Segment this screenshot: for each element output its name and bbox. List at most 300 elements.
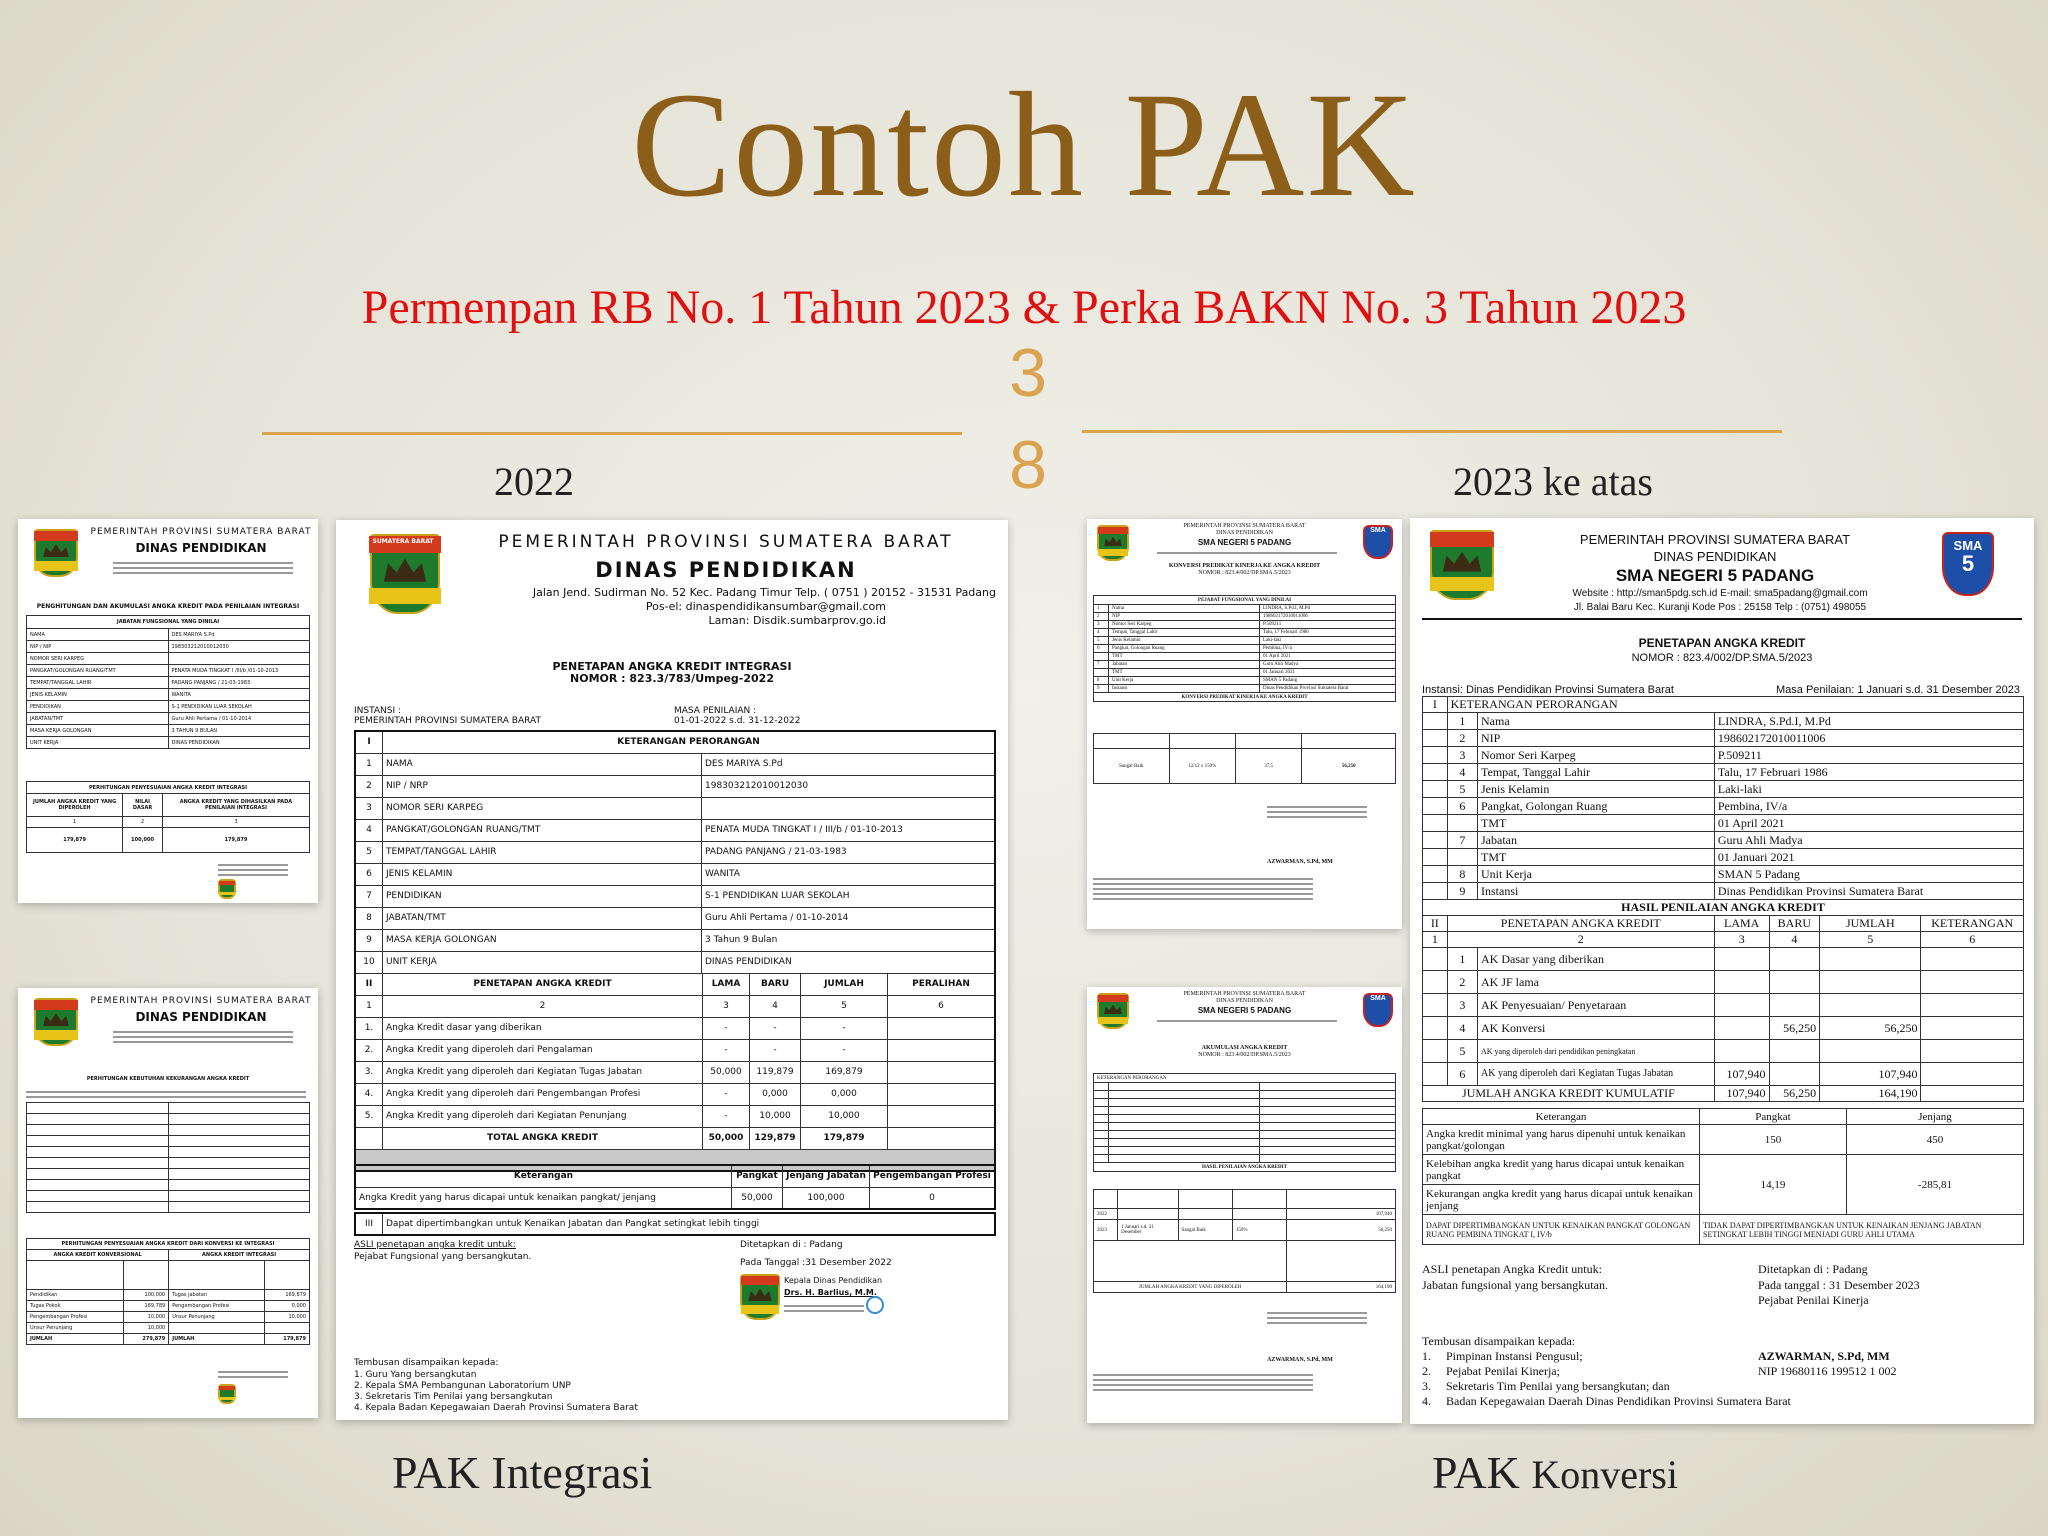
cell: Tugas jabatan [169, 1290, 265, 1301]
cell: 107,940 [1714, 1086, 1769, 1102]
cell: 10,000 [265, 1312, 310, 1323]
cell: 0 [870, 1187, 996, 1209]
cell: DES MARIYA S.Pd [168, 629, 310, 641]
cell: 279,879 [124, 1334, 169, 1345]
cell: Nomor Seri Karpeg [1109, 621, 1260, 629]
cell: Unit Kerja [1478, 866, 1715, 883]
cell: Jabatan [1109, 661, 1260, 669]
address: Jl. Balai Baru Kec. Kuranji Kode Pos : 25158 Telp : (0751) 498055 [1573, 602, 1867, 613]
cell: - [703, 1083, 750, 1105]
cell: 169,879 [265, 1290, 310, 1301]
province-logo [1097, 993, 1129, 1029]
ditetapkan: Ditetapkan di : Padang [1758, 1262, 1868, 1276]
slide-title: Contoh PAK [631, 62, 1417, 228]
cell: Pembina, IV/a [1260, 645, 1396, 653]
doc-number: NOMOR : 823.3/783/Umpeg-2022 [570, 672, 774, 685]
cell: 3 Tahun 9 Bulan [702, 929, 996, 951]
cell [1769, 1040, 1820, 1063]
cell: LINDRA, S.Pd.I, M.Pd [1260, 605, 1396, 613]
cell: Pangkat, Golongan Ruang [1478, 798, 1715, 815]
agency-name: DINAS PENDIDIKAN [595, 558, 857, 582]
cell: 179,879 [162, 828, 309, 853]
sma-logo-text: SMA [1370, 527, 1386, 534]
cell: UNIT KERJA [27, 737, 169, 749]
thumb-number: NOMOR : 823.4/002/DP.SMA.5/2023 [1198, 1052, 1291, 1058]
cell: 169,789 [124, 1301, 169, 1312]
cell: Pengembangan Profesi [27, 1312, 124, 1323]
cell: NILAI DASAR [123, 794, 163, 817]
cell: MASA KERJA GOLONGAN [27, 725, 169, 737]
cell: 198602172010011006 [1260, 613, 1396, 621]
col-header: Pangkat [732, 1165, 783, 1187]
cell [169, 1323, 265, 1334]
cell: NAMA [383, 753, 702, 775]
col-header: Pangkat [1700, 1109, 1847, 1125]
asli-line1: ASLI penetapan angka kredit untuk: [354, 1240, 516, 1250]
cell: Pangkat, Golongan Ruang [1109, 645, 1260, 653]
cell: ANGKA KREDIT KONVERSIONAL [27, 1250, 169, 1261]
cell: JUMLAH [169, 1334, 265, 1345]
sma-logo-text: SMA [1953, 538, 1983, 553]
thumb-gov: PEMERINTAH PROVINSI SUMATERA BARAT [1183, 991, 1306, 997]
cell: 2 [383, 995, 703, 1017]
cc-4: 4. Kepala Badan Kepegawaian Daerah Provinsi Sumatera Barat [354, 1403, 638, 1413]
cell [1714, 1017, 1769, 1040]
doc-title: PENETAPAN ANGKA KREDIT [1638, 636, 1806, 650]
cell: 50,000 [703, 1061, 750, 1083]
cell [1769, 994, 1820, 1017]
cell [1921, 971, 2024, 994]
cell: 10 [355, 951, 383, 973]
cell: 10,000 [124, 1323, 169, 1334]
col-header: BARU [1769, 916, 1820, 932]
cell: Kekurangan angka kredit yang harus dicapai untuk kenaikan jenjang [1423, 1185, 1700, 1215]
cell: 179,879 [265, 1334, 310, 1345]
main-table-2023 [1422, 696, 2024, 1102]
cell: Sangat Baik [1094, 749, 1170, 784]
cell: 2023 [1094, 1220, 1118, 1241]
cell: Talu, 17 Februari 1986 [1714, 764, 2023, 781]
cell [1769, 971, 1820, 994]
asli-line2: Pejabat Fungsional yang bersangkutan. [354, 1252, 532, 1262]
total-label: TOTAL ANGKA KREDIT [383, 1127, 703, 1149]
cell: Guru Ahli Madya [1260, 661, 1396, 669]
cell: 198303212010012030 [702, 775, 996, 797]
cell: Angka Kredit dasar yang diberikan [383, 1017, 703, 1039]
cell: 14,19 [1700, 1155, 1847, 1215]
cell: Angka Kredit yang diperoleh dari Kegiatan Penunjang [383, 1105, 703, 1127]
cell: 50,000 [703, 1127, 750, 1149]
cell: TMT [1109, 669, 1260, 677]
kepala-name: Drs. H. Barlius, M.M. [784, 1288, 877, 1297]
cell [1094, 653, 1109, 661]
cell: NIP [1109, 613, 1260, 621]
cell [1714, 1040, 1769, 1063]
cell: PEJABAT FUNGSIONAL YANG DINILAI [1094, 596, 1396, 605]
cell: JABATAN/TMT [383, 907, 702, 929]
total-label: JUMLAH ANGKA KREDIT KUMULATIF [1423, 1086, 1715, 1102]
cell: 10,000 [750, 1105, 801, 1127]
cell: 12/12 x 150% [1169, 749, 1235, 784]
cell: PENATA MUDA TINGKAT I /III/b /01-10-2013 [168, 665, 310, 677]
tanggal: Pada Tanggal :31 Desember 2022 [740, 1258, 892, 1268]
signer-name: AZWARMAN, S.Pd, MM [1758, 1349, 1890, 1363]
thumbnail-integrasi-kekurangan [18, 988, 318, 1418]
cell: Laki-laki [1260, 637, 1396, 645]
sec3-table-2022 [354, 1212, 996, 1236]
caption-pak-konversi [1432, 1446, 1678, 1499]
tanggal: Pada tanggal : 31 Desember 2023 [1758, 1278, 1920, 1292]
cell: 2 [1447, 971, 1477, 994]
gov-name: PEMERINTAH PROVINSI SUMATERA BARAT [498, 532, 954, 552]
cell: DINAS PENDIDIKAN [168, 737, 310, 749]
cell: Angka Kredit yang diperoleh dari Pengembangan Profesi [383, 1083, 703, 1105]
cell: 5. [355, 1105, 383, 1127]
thumb-school: SMA NEGERI 5 PADANG [1197, 1006, 1292, 1015]
cell [1094, 669, 1109, 677]
section-number: I [355, 731, 383, 753]
province-logo [1430, 530, 1494, 600]
cell: 37,5 [1235, 749, 1301, 784]
cell: NOMOR SERI KARPEG [27, 653, 169, 665]
thumb-gov: PEMERINTAH PROVINSI SUMATERA BARAT [1183, 523, 1306, 529]
cell [1769, 1063, 1820, 1086]
cell: 4 [1447, 1017, 1477, 1040]
cell: 1. [355, 1017, 383, 1039]
document-pak-integrasi [336, 520, 1008, 1420]
instansi: Instansi: Dinas Pendidikan Provinsi Sumatera Barat [1422, 684, 1674, 696]
cell: LINDRA, S.Pd.I, M.Pd [1714, 713, 2023, 730]
cell [168, 653, 310, 665]
cell: 10,000 [124, 1312, 169, 1323]
cell: AK JF lama [1478, 971, 1715, 994]
cell: 2 [355, 775, 383, 797]
cell: 3 [355, 797, 383, 819]
cell: PERHITUNGAN PENYESUAIAN ANGKA KREDIT DARI KONVERSI KE INTEGRASI [27, 1239, 310, 1250]
masa-label: MASA PENILAIAN : [674, 706, 757, 716]
cell: - [750, 1017, 801, 1039]
cell [1921, 994, 2024, 1017]
cell: ANGKA KREDIT INTEGRASI [169, 1250, 310, 1261]
page-number-current: 3 [1009, 335, 1047, 411]
cell: WANITA [702, 863, 996, 885]
cell: KETERANGAN PERORANGAN [1094, 1074, 1396, 1083]
cell: DES MARIYA S.Pd [702, 753, 996, 775]
cell: Dapat dipertimbangkan untuk Kenaikan Jabatan dan Pangkat setingkat lebih tinggi [383, 1213, 996, 1235]
cc-4: 4. Badan Kepegawaian Daerah Dinas Pendidikan Provinsi Sumatera Barat [1422, 1394, 1791, 1408]
cell: 107,940 [1714, 1063, 1769, 1086]
cell: 5 [1820, 932, 1921, 948]
cell: Unsur Penunjang [169, 1312, 265, 1323]
cell: MASA KERJA GOLONGAN [383, 929, 702, 951]
cell: Dinas Pendidikan Provinsi Sumatera Barat [1260, 685, 1396, 693]
cell: TEMPAT/TANGGAL LAHIR [383, 841, 702, 863]
document-pak-konversi [1410, 518, 2034, 1424]
col-header: JUMLAH [1820, 916, 1921, 932]
thumb-school: SMA NEGERI 5 PADANG [1197, 538, 1292, 547]
thumb-conv-table [1093, 733, 1396, 784]
cell: 9 [355, 929, 383, 951]
cell [1769, 948, 1820, 971]
cell [1820, 994, 1921, 1017]
cell: 4. [355, 1083, 383, 1105]
col-header: PENETAPAN ANGKA KREDIT [1447, 916, 1714, 932]
cell: HASIL PENILAIAN ANGKA KREDIT [1094, 1163, 1396, 1172]
section-title: HASIL PENILAIAN ANGKA KREDIT [1423, 900, 2024, 916]
logo-caption: SUMATERA BARAT [372, 538, 434, 545]
cell [1921, 948, 2024, 971]
cell: 1 [1094, 605, 1109, 613]
cell: PERHITUNGAN PENYESUAIAN ANGKA KREDIT INTEGRASI [27, 782, 310, 794]
cell [1447, 815, 1477, 832]
cell [1921, 1017, 2024, 1040]
section-number: II [1423, 916, 1448, 932]
thumbnail-konversi-akumulasi [1087, 987, 1402, 1423]
cell: Angka Kredit yang diperoleh dari Kegiatan Tugas Jabatan [383, 1061, 703, 1083]
tembusan: Tembusan disampaikan kepada: [354, 1358, 499, 1368]
cell: DINAS PENDIDIKAN [702, 951, 996, 973]
cell: NIP / NIP [27, 641, 169, 653]
cell [1447, 849, 1477, 866]
cell [888, 1083, 996, 1105]
cell: Unsur Penunjang [27, 1323, 124, 1334]
sma5-logo [1942, 532, 1994, 596]
cell: S-1 PENDIDIKAN LUAR SEKOLAH [702, 885, 996, 907]
cell: PADANG PANJANG / 21-03-1983 [702, 841, 996, 863]
cell [1921, 1063, 2024, 1086]
year-label-left: 2022 [494, 459, 574, 504]
cell: 50,000 [732, 1187, 783, 1209]
doc-title: PENETAPAN ANGKA KREDIT INTEGRASI [552, 660, 792, 673]
cell: 10,000 [801, 1105, 888, 1127]
cell: 164,190 [1287, 1282, 1396, 1293]
keterangan-table-2022 [354, 1164, 996, 1210]
thumb-table [1093, 595, 1396, 702]
province-logo [34, 529, 78, 577]
col-header: Keterangan [1423, 1109, 1700, 1125]
cc-3: 3. Sekretaris Tim Penilai yang bersangkutan; dan [1422, 1379, 1670, 1393]
address: Jalan Jend. Sudirman No. 52 Kec. Padang Timur Telp. ( 0751 ) 20152 - 31531 Padang [532, 586, 996, 599]
cell: PANGKAT/GOLONGAN RUANG/TMT [383, 819, 702, 841]
stamp-logo [218, 1384, 236, 1404]
cell: Unit Kerja [1109, 677, 1260, 685]
cell: - [703, 1017, 750, 1039]
cell: 6 [1447, 1063, 1477, 1086]
thumb-title: PENGHITUNGAN DAN AKUMULASI ANGKA KREDIT PADA PENILAIAN INTEGRASI [36, 603, 300, 610]
cell: JUMLAH ANGKA KREDIT YANG DIPEROLEH [27, 794, 123, 817]
thumb-personal [26, 1102, 310, 1213]
province-logo [370, 534, 440, 614]
cell: P.509211 [1714, 747, 2023, 764]
cell: Instansi [1109, 685, 1260, 693]
keterangan-table-2023 [1422, 1108, 2024, 1245]
sma-logo-number: 5 [1961, 551, 1975, 576]
cell: Guru Ahli Pertama / 01-10-2014 [168, 713, 310, 725]
cell: 8 [1094, 677, 1109, 685]
ditetapkan: Ditetapkan di : Padang [740, 1240, 843, 1250]
col-header: Jenjang [1847, 1109, 2024, 1125]
cell [1820, 971, 1921, 994]
cell: 5 [1447, 781, 1477, 798]
cell: 7 [355, 885, 383, 907]
cell [265, 1323, 310, 1334]
thumb-compare-table [26, 1238, 310, 1345]
cell: 6 [888, 995, 996, 1017]
sma5-logo [1363, 993, 1393, 1027]
cell: Tempat, Tanggal Lahir [1109, 629, 1260, 637]
cell: Laki-laki [1714, 781, 2023, 798]
cell: 450 [1847, 1125, 2024, 1155]
cell: TMT [1109, 653, 1260, 661]
cell: WANITA [168, 689, 310, 701]
gov-name: PEMERINTAH PROVINSI SUMATERA BARAT [1579, 532, 1851, 547]
thumb-akumulasi-table [1093, 1189, 1396, 1293]
cell: S-1 PENDIDIKAN LUAR SEKOLAH [168, 701, 310, 713]
cell: NIP / NRP [383, 775, 702, 797]
cell: 7 [1447, 832, 1477, 849]
website: Laman: Disdik.sumbarprov.go.id [708, 614, 886, 627]
thumb-agency: DINAS PENDIDIKAN [1216, 530, 1273, 536]
thumb-calc-table [26, 781, 310, 853]
bsre-seal [866, 1296, 884, 1314]
cell [1118, 1209, 1178, 1220]
thumb-signer: AZWARMAN, S.Pd, MM [1267, 859, 1333, 865]
cell: 3 [162, 817, 309, 828]
cc-2: 2. Kepala SMA Pembangunan Laboratorium UNP [354, 1381, 571, 1391]
cell: 5 [1447, 1040, 1477, 1063]
cell: TMT [1478, 849, 1715, 866]
cell: 179,879 [801, 1127, 888, 1149]
cell [355, 1127, 383, 1149]
cell: Jenis Kelamin [1478, 781, 1715, 798]
cell: ANGKA KREDIT YANG DIHASILKAN PADA PENILAIAN INTEGRASI [162, 794, 309, 817]
cell: Tempat, Tanggal Lahir [1478, 764, 1715, 781]
cell: P.509211 [1260, 621, 1396, 629]
cell [1232, 1209, 1286, 1220]
agency-name: DINAS PENDIDIKAN [1653, 549, 1777, 564]
cell: Pembina, IV/a [1714, 798, 2023, 815]
cell: Angka Kredit yang harus dicapai untuk kenaikan pangkat/ jenjang [355, 1187, 732, 1209]
cell: 7 [1094, 661, 1109, 669]
cell: PENDIDIKAN [27, 701, 169, 713]
cc-1: 1. Guru Yang bersangkutan [354, 1370, 477, 1380]
cell: NOMOR SERI KARPEG [383, 797, 702, 819]
cell: 198303212010012030 [168, 641, 310, 653]
cell: JUMLAH ANGKA KREDIT YANG DIPEROLEH [1094, 1282, 1287, 1293]
cell: 150% [1232, 1220, 1286, 1241]
masa-value: 01-01-2022 s.d. 31-12-2022 [674, 716, 801, 726]
cell: TMT [1478, 815, 1715, 832]
cell: Guru Ahli Madya [1714, 832, 2023, 849]
cell: 1 [355, 995, 383, 1017]
cell: 8 [355, 907, 383, 929]
cell: Jabatan [1478, 832, 1715, 849]
cell: TIDAK DAPAT DIPERTIMBANGKAN UNTUK KENAIKAN JENJANG JABATAN SETINGKAT LEBIH TINGGI MENJADI GURU AHLI UTAMA [1700, 1215, 2024, 1245]
cell: 1 [355, 753, 383, 775]
thumb-agency: DINAS PENDIDIKAN [135, 1010, 267, 1024]
caption-pak-integrasi: PAK Integrasi [392, 1447, 653, 1498]
cell: 5 [355, 841, 383, 863]
thumb-signer: AZWARMAN, S.Pd, MM [1267, 1357, 1333, 1363]
cell [1714, 994, 1769, 1017]
cell: Angka Kredit yang diperoleh dari Pengalaman [383, 1039, 703, 1061]
cell [1820, 1040, 1921, 1063]
cell: 9 [1094, 685, 1109, 693]
cell: - [801, 1017, 888, 1039]
cell [1714, 971, 1769, 994]
cell: 4 [1447, 764, 1477, 781]
cell: - [703, 1105, 750, 1127]
doc-number: NOMOR : 823.4/002/DP.SMA.5/2023 [1631, 652, 1813, 664]
section-number: III [355, 1213, 383, 1235]
cell: JENIS KELAMIN [383, 863, 702, 885]
cell: Pengembangan Profesi [169, 1301, 265, 1312]
cell: AK yang diperoleh dari Kegiatan Tugas Jabatan [1478, 1063, 1715, 1086]
cell: 2022 [1094, 1209, 1118, 1220]
col-header: KETERANGAN [1921, 916, 2024, 932]
cell: 1 Januari s.d. 31 Desember [1118, 1220, 1178, 1241]
cell: 01 Januari 2021 [1714, 849, 2023, 866]
page-number-total: 8 [1009, 427, 1047, 503]
cell: 100,000 [124, 1290, 169, 1301]
cell: Nama [1478, 713, 1715, 730]
cell: JENIS KELAMIN [27, 689, 169, 701]
section-number: I [1423, 697, 1448, 713]
caption-konversi: Konversi [1531, 1452, 1678, 1497]
sma5-logo [1363, 525, 1393, 559]
thumb-number: NOMOR : 823.4/002/DP.SMA.5/2023 [1198, 570, 1291, 576]
cell: Sangat Baik [1178, 1220, 1232, 1241]
thumbnail-konversi-predikat [1087, 519, 1402, 929]
signer-nip: NIP 19680116 199512 1 002 [1758, 1364, 1897, 1378]
thumb-sub: JABATAN FUNGSIONAL YANG DINILAI [27, 616, 310, 629]
cell: Instansi [1478, 883, 1715, 900]
cell: 0,000 [265, 1301, 310, 1312]
col-header: LAMA [703, 973, 750, 995]
cell [702, 797, 996, 819]
cell: 01 April 2021 [1260, 653, 1396, 661]
cell: 2 [1447, 730, 1477, 747]
cell: Guru Ahli Pertama / 01-10-2014 [702, 907, 996, 929]
cell: 4 [355, 819, 383, 841]
asli-line2: Jabatan fungsional yang bersangkutan. [1422, 1278, 1608, 1292]
cc-3: 3. Sekretaris Tim Penilai yang bersangkutan [354, 1392, 553, 1402]
col-header: BARU [750, 973, 801, 995]
cell: 9 [1447, 883, 1477, 900]
thumb-gov: PEMERINTAH PROVINSI SUMATERA BARAT [90, 527, 312, 537]
cell: JABATAN/TMT [27, 713, 169, 725]
cell: - [750, 1039, 801, 1061]
col-header: Pengembangan Profesi [870, 1165, 996, 1187]
cell: AK Penyesuaian/ Penyetaraan [1478, 994, 1715, 1017]
cell: 6 [355, 863, 383, 885]
section-title: KETERANGAN PERORANGAN [1447, 697, 2023, 713]
cell: 2 [1094, 613, 1109, 621]
cell: NIP [1478, 730, 1715, 747]
cell: Nama [1109, 605, 1260, 613]
cell: JUMLAH [27, 1334, 124, 1345]
cell [888, 1105, 996, 1127]
thumbnail-integrasi-calc [18, 519, 318, 903]
cell [888, 1127, 996, 1149]
cell: PENATA MUDA TINGKAT I / III/b / 01-10-2013 [702, 819, 996, 841]
province-logo [1097, 525, 1129, 561]
slide-subtitle: Permenpan RB No. 1 Tahun 2023 & Perka BAKN No. 3 Tahun 2023 [361, 281, 1687, 334]
cell: 0,000 [750, 1083, 801, 1105]
cell: 56,250 [1769, 1017, 1820, 1040]
cell: AK Dasar yang diberikan [1478, 948, 1715, 971]
divider-right [1082, 430, 1782, 433]
